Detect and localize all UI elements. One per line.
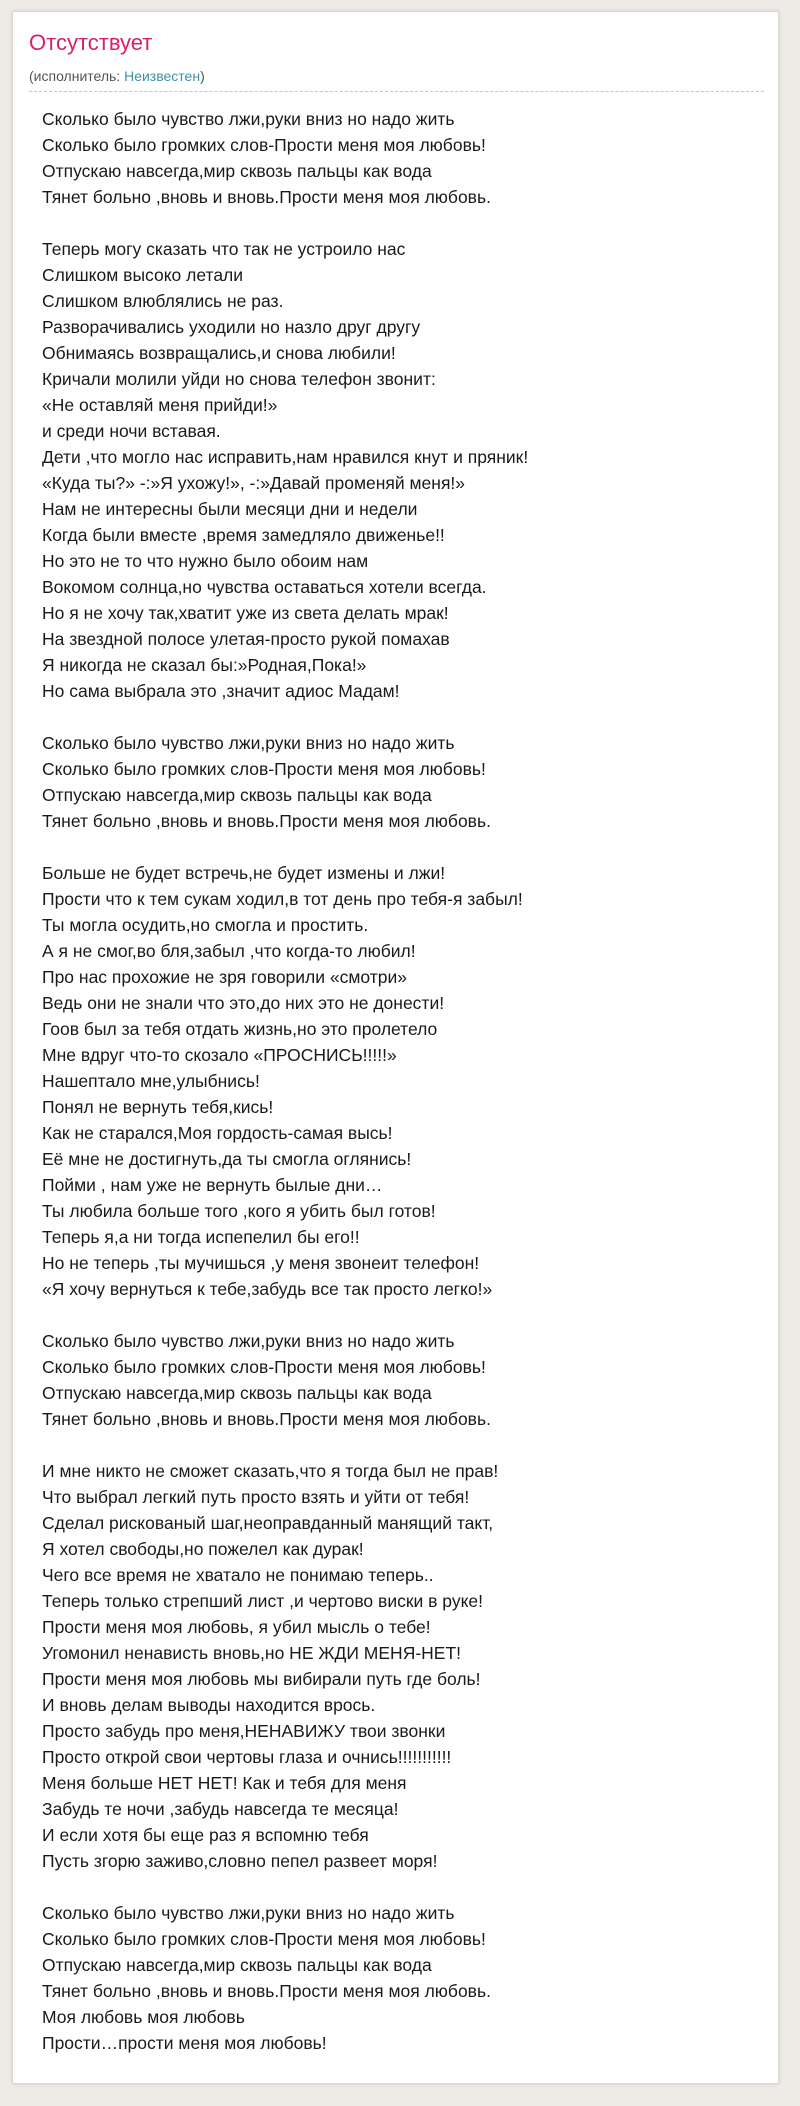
lyric-line: На звездной полосе улетая-просто рукой помахав	[42, 629, 450, 649]
lyric-line: Тянет больно ,вновь и вновь.Прости меня моя любовь.	[42, 1409, 491, 1429]
lyric-line: Разворачивались уходили но назло друг другу	[42, 317, 421, 337]
lyric-line: Нашептало мне,улыбнись!	[42, 1071, 260, 1091]
lyric-line: «Куда ты?» -:»Я ухожу!», -:»Давай променяй меня!»	[42, 473, 466, 493]
lyrics-verse	[42, 1328, 757, 1432]
lyrics-verse	[42, 1458, 757, 1874]
lyric-line: Сколько было чувство лжи,руки вниз но надо жить	[42, 1903, 455, 1923]
lyric-line: Пойми , нам уже не вернуть былые дни…	[42, 1175, 383, 1195]
lyric-line: Меня больше НЕТ НЕТ! Как и тебя для меня	[42, 1773, 407, 1793]
lyric-line: Отпускаю навсегда,мир сквозь пальцы как вода	[42, 785, 432, 805]
lyric-line: Кричали молили уйди но снова телефон звонит:	[42, 369, 436, 389]
lyric-line: Моя любовь моя любовь	[42, 2007, 245, 2027]
lyric-line: Понял не вернуть тебя,кись!	[42, 1097, 274, 1117]
lyric-line: Я хотел свободы,но пожелел как дурак!	[42, 1539, 364, 1559]
lyric-line: Больше не будет встречь,не будет измены и лжи!	[42, 863, 446, 883]
lyric-line: Просто забудь про меня,НЕНАВИЖУ твои звонки	[42, 1721, 446, 1741]
lyric-line: Как не старался,Моя гордость-самая высь!	[42, 1123, 393, 1143]
lyric-line: А я не смог,во бля,забыл ,что когда-то любил!	[42, 941, 416, 961]
lyric-line: Обнимаясь возвращались,и снова любили!	[42, 343, 396, 363]
lyrics-verse	[42, 860, 757, 1302]
lyric-line: Сколько было громких слов-Прости меня моя любовь!	[42, 1929, 486, 1949]
lyric-line: Тянет больно ,вновь и вновь.Прости меня моя любовь.	[42, 1981, 491, 2001]
song-title: Отсутствует	[29, 30, 153, 55]
lyric-line: Но я не хочу так,хватит уже из света делать мрак!	[42, 603, 449, 623]
lyric-line: Забудь те ночи ,забудь навсегда те месяца!	[42, 1799, 399, 1819]
lyric-line: Отпускаю навсегда,мир сквозь пальцы как вода	[42, 161, 432, 181]
lyric-line: Гоов был за тебя отдать жизнь,но это пролетело	[42, 1019, 438, 1039]
performer-suffix: )	[200, 68, 205, 84]
lyric-line: и среди ночи вставая.	[42, 421, 221, 441]
lyric-line: Сколько было громких слов-Прости меня моя любовь!	[42, 135, 486, 155]
performer-link[interactable]: Неизвестен	[124, 68, 201, 84]
lyric-line: Мне вдруг что-то скозало «ПРОСНИСЬ!!!!!»	[42, 1045, 397, 1065]
lyric-line: Пусть згорю заживо,словно пепел развеет моря!	[42, 1851, 438, 1871]
lyric-line: Но сама выбрала это ,значит адиос Мадам!	[42, 681, 400, 701]
lyric-line: Отпускаю навсегда,мир сквозь пальцы как вода	[42, 1955, 432, 1975]
lyric-line: Угомонил ненависть вновь,но НЕ ЖДИ МЕНЯ-НЕТ!	[42, 1643, 462, 1663]
lyric-line: Теперь я,а ни тогда испепелил бы его!!	[42, 1227, 360, 1247]
lyric-line: Сколько было громких слов-Прости меня моя любовь!	[42, 759, 486, 779]
lyric-line: Про нас прохожие не зря говорили «смотри»	[42, 967, 408, 987]
lyric-line: Сделал рискованый шаг,неоправданный манящий такт,	[42, 1513, 494, 1533]
lyrics-verse	[42, 236, 757, 704]
lyrics-verse	[42, 730, 757, 834]
lyric-line: Но это не то что нужно было обоим нам	[42, 551, 369, 571]
performer-prefix: (исполнитель:	[29, 68, 125, 84]
lyric-line: Ты любила больше того ,кого я убить был готов!	[42, 1201, 436, 1221]
lyric-line: Что выбрал легкий путь просто взять и уйти от тебя!	[42, 1487, 470, 1507]
lyric-line: Слишком влюблялись не раз.	[42, 291, 284, 311]
lyric-line: «Я хочу вернуться к тебе,забудь все так просто легко!»	[42, 1279, 493, 1299]
lyric-line: Теперь могу сказать что так не устроило нас	[42, 239, 406, 259]
lyric-line: Дети ,что могло нас исправить,нам нравился кнут и пряник!	[42, 447, 529, 467]
lyric-line: Вокомом солнца,но чувства оставаться хотели всегда.	[42, 577, 487, 597]
lyric-line: И мне никто не сможет сказать,что я тогда был не прав!	[42, 1461, 499, 1481]
lyric-line: Сколько было громких слов-Прости меня моя любовь!	[42, 1357, 486, 1377]
lyric-line: Нам не интересны были месяци дни и недели	[42, 499, 418, 519]
lyric-line: Я никогда не сказал бы:»Родная,Пока!»	[42, 655, 367, 675]
header-divider	[29, 91, 764, 92]
lyric-line: Сколько было чувство лжи,руки вниз но надо жить	[42, 1331, 455, 1351]
lyric-line: Ведь они не знали что это,до них это не донести!	[42, 993, 445, 1013]
lyric-line: Теперь только стрепший лист ,и чертово виски в руке!	[42, 1591, 484, 1611]
lyric-line: Но не теперь ,ты мучишься ,у меня звонеит телефон!	[42, 1253, 480, 1273]
lyric-line: Прости меня моя любовь, я убил мысль о тебе!	[42, 1617, 431, 1637]
lyric-line: Её мне не достигнуть,да ты смогла оглянись!	[42, 1149, 412, 1169]
lyric-line: И если хотя бы еще раз я вспомню тебя	[42, 1825, 369, 1845]
performer-line	[29, 67, 205, 85]
lyric-line: Тянет больно ,вновь и вновь.Прости меня моя любовь.	[42, 811, 491, 831]
lyrics-verse	[42, 106, 757, 210]
lyric-line: Прости что к тем сукам ходил,в тот день про тебя-я забыл!	[42, 889, 523, 909]
lyric-line: Сколько было чувство лжи,руки вниз но надо жить	[42, 109, 455, 129]
lyric-line: Прости меня моя любовь мы вибирали путь где боль!	[42, 1669, 481, 1689]
lyric-line: «Не оставляй меня прийди!»	[42, 395, 278, 415]
lyric-line: Просто открой свои чертовы глаза и очнись!!!!!!!!!!!	[42, 1747, 452, 1767]
lyric-line: Когда были вместе ,время замедляло движенье!!	[42, 525, 445, 545]
lyric-line: Ты могла осудить,но смогла и простить.	[42, 915, 369, 935]
lyric-line: Чего все время не хватало не понимаю теперь..	[42, 1565, 434, 1585]
lyric-line: Прости…прости меня моя любовь!	[42, 2033, 327, 2053]
lyric-line: Отпускаю навсегда,мир сквозь пальцы как вода	[42, 1383, 432, 1403]
lyric-line: И вновь делам выводы находится врось.	[42, 1695, 376, 1715]
lyrics-body	[42, 106, 757, 2082]
lyric-line: Тянет больно ,вновь и вновь.Прости меня моя любовь.	[42, 187, 491, 207]
lyric-line: Слишком высоко летали	[42, 265, 244, 285]
lyrics-verse	[42, 1900, 757, 2056]
lyric-line: Сколько было чувство лжи,руки вниз но надо жить	[42, 733, 455, 753]
